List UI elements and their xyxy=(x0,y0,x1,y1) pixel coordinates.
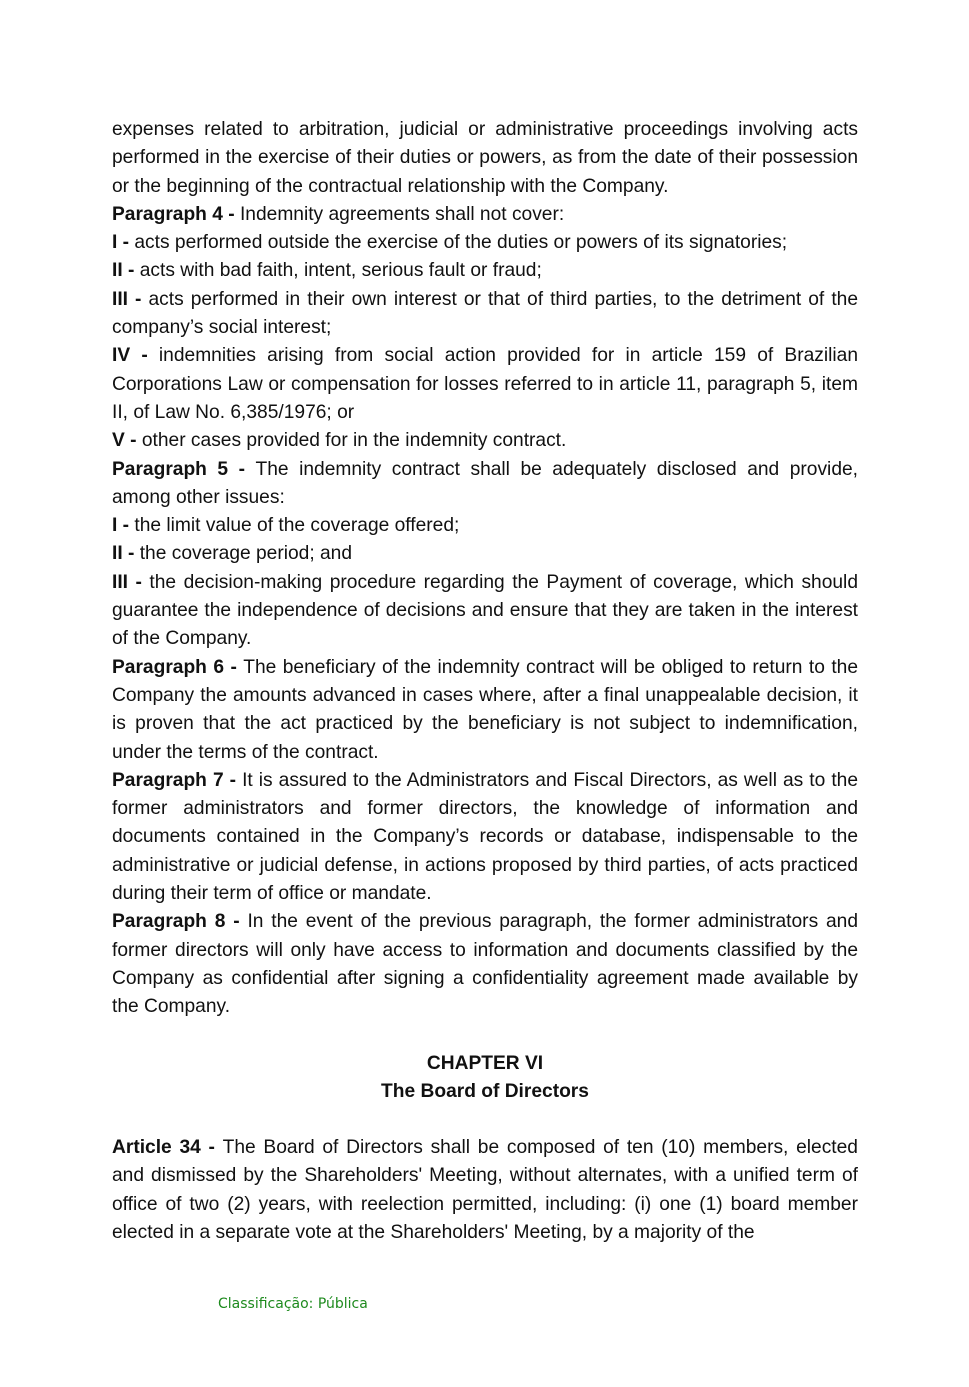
list-item xyxy=(112,229,858,257)
list-item xyxy=(112,512,858,540)
list-item-text: the limit value of the coverage offered; xyxy=(134,515,460,537)
paragraph-6 xyxy=(112,654,858,767)
article-text: The Board of Directors shall be composed of ten (10) members, elected and dismissed by the Shareholders' Meeting, without alternates, with a unified term of office of two (2) years, with reelection permitted, including: (i) one (1) board member elected in a separate vote at the Shareholders' Meeting, by a majority of the xyxy=(112,1137,858,1243)
list-item xyxy=(112,342,858,427)
paragraph-text: It is assured to the Administrators and Fiscal Directors, as well as to the former administrators and former directors, the knowledge of information and documents contained in the Company’s records or database, indispensable to the administrative or judicial defense, in actions proposed by third parties, of acts practiced during their term of office or mandate. xyxy=(112,769,858,905)
list-item xyxy=(112,427,858,455)
document-page xyxy=(112,116,858,1247)
paragraph-lead: Paragraph 8 - xyxy=(112,911,248,933)
paragraph-text: The indemnity contract shall be adequately disclosed and provide, among other issues: xyxy=(112,458,858,508)
list-item-text: the coverage period; and xyxy=(139,543,352,565)
list-item-numeral: II - xyxy=(112,543,140,565)
list-item-text: other cases provided for in the indemnity contract. xyxy=(141,430,567,452)
list-item-numeral: I - xyxy=(112,232,135,254)
list-item-numeral: II - xyxy=(112,260,140,282)
list-item xyxy=(112,257,858,285)
paragraph-text: The beneficiary of the indemnity contract will be obliged to return to the Company the amounts advanced in cases where, after a final unappealable decision, it is proven that the act practiced by the beneficiary is not subject to indemnification, under the terms of the contract. xyxy=(112,656,858,763)
article-lead: Article 34 - xyxy=(112,1137,223,1159)
paragraph-lead: Paragraph 5 - xyxy=(112,458,256,480)
paragraph-lead: Paragraph 7 - xyxy=(112,769,243,791)
list-item-text: the decision-making procedure regarding the Payment of coverage, which should guarantee the independence of decisions and ensure that they are taken in the interest of the Company. xyxy=(112,571,858,650)
list-item-numeral: III - xyxy=(112,288,149,310)
list-item-numeral: I - xyxy=(112,515,135,537)
list-item-numeral: V - xyxy=(112,430,142,452)
list-item-text: acts with bad faith, intent, serious fault or fraud; xyxy=(139,260,542,282)
paragraph-text: expenses related to arbitration, judicial or administrative proceedings involving acts performed in the exercise of their duties or powers, as from the date of their possession or the beginning of the contractual relationship with the Company. xyxy=(112,119,858,197)
classification-label: Classificação: Pública xyxy=(218,1296,368,1312)
list-item-text: acts performed in their own interest or that of third parties, to the detriment of the company’s social interest; xyxy=(112,288,858,339)
list-item-text: acts performed outside the exercise of the duties or powers of its signatories; xyxy=(134,232,788,254)
paragraph-8 xyxy=(112,908,858,1021)
list-item xyxy=(112,569,858,654)
paragraph-text: Indemnity agreements shall not cover: xyxy=(239,203,565,225)
list-item-numeral: III - xyxy=(112,571,150,593)
list-item-text: indemnities arising from social action provided for in article 159 of Brazilian Corporations Law or compensation for losses referred to in article 11, paragraph 5, item II, of Law No. 6,385/1976; or xyxy=(112,345,858,423)
paragraph-5 xyxy=(112,456,858,513)
paragraph-lead: Paragraph 6 - xyxy=(112,656,244,678)
chapter-heading xyxy=(112,1050,858,1107)
paragraph-4 xyxy=(112,201,858,229)
chapter-number: CHAPTER VI xyxy=(426,1052,544,1074)
paragraph-text: In the event of the previous paragraph, the former administrators and former directors will only have access to information and documents classified by the Company as confidential after signing a confidentiality agreement made available by the Company. xyxy=(112,911,859,1018)
list-item xyxy=(112,540,858,568)
list-item xyxy=(112,286,858,343)
list-item-numeral: IV - xyxy=(112,345,159,367)
paragraph-lead: Paragraph 4 - xyxy=(112,203,240,225)
chapter-title: The Board of Directors xyxy=(381,1080,589,1102)
article-34 xyxy=(112,1134,858,1247)
paragraph-continuation xyxy=(112,116,858,201)
paragraph-7 xyxy=(112,767,858,908)
